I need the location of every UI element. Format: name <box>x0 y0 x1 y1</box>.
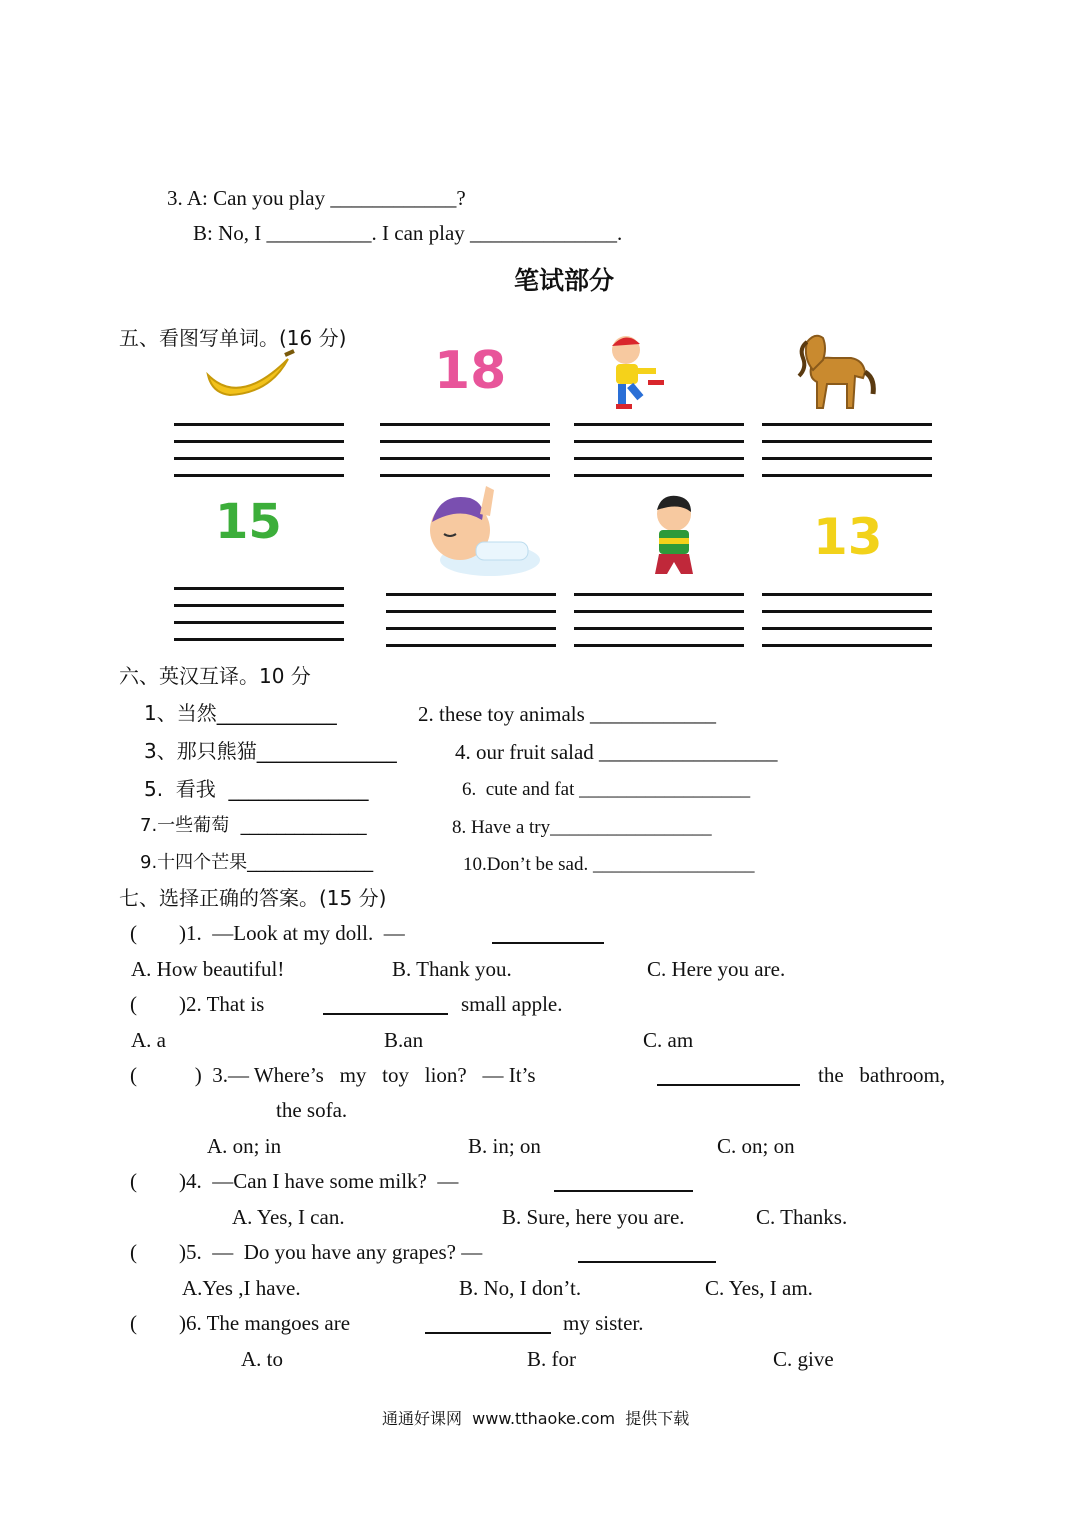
mc-question-4: ( )4. —Can I have some milk? — <box>130 1169 459 1193</box>
translate-item-3: 3、那只熊猫______________ <box>144 739 397 763</box>
translate-item-10: 10.Don’t be sad. _________________ <box>463 854 755 875</box>
mc-question-3: ( ) 3.— Where’s my toy lion? — It’s <box>130 1063 536 1087</box>
translate-item-6: 6. cute and fat __________________ <box>462 779 751 800</box>
mc-q1-option-a[interactable]: A. How beautiful! <box>131 957 285 981</box>
mc-q3-option-a[interactable]: A. on; in <box>207 1134 282 1158</box>
translate-item-7: 7.一些葡萄 ______________ <box>140 815 367 836</box>
mc-q5-option-a[interactable]: A.Yes ,I have. <box>182 1276 301 1300</box>
writing-lines-4[interactable] <box>762 423 932 475</box>
mc-blank-1[interactable] <box>492 942 604 944</box>
mc-question-3-tail: the bathroom, <box>818 1063 946 1087</box>
mc-blank-4[interactable] <box>554 1190 693 1192</box>
writing-lines-8[interactable] <box>762 593 932 645</box>
mc-blank-5[interactable] <box>578 1261 716 1263</box>
mc-q3-option-c[interactable]: C. on; on <box>717 1134 795 1158</box>
mc-q5-option-b[interactable]: B. No, I don’t. <box>459 1276 582 1300</box>
horse-icon <box>793 328 878 413</box>
mc-question-3-line2: the sofa. <box>276 1098 348 1122</box>
writing-lines-7[interactable] <box>574 593 744 645</box>
mc-q1-option-c[interactable]: C. Here you are. <box>647 957 786 981</box>
translate-item-9: 9.十四个芒果______________ <box>140 852 374 873</box>
number-18: 18 <box>434 341 507 401</box>
translate-item-2: 2. these toy animals ____________ <box>418 702 717 726</box>
translate-item-4: 4. our fruit salad _________________ <box>455 740 778 764</box>
mc-q4-option-a[interactable]: A. Yes, I can. <box>232 1205 345 1229</box>
mc-q4-option-c[interactable]: C. Thanks. <box>756 1205 848 1229</box>
q3-line-b: B: No, I __________. I can play ______________. <box>193 221 623 245</box>
writing-lines-1[interactable] <box>174 423 344 475</box>
mc-q2-option-a[interactable]: A. a <box>131 1028 166 1052</box>
page-footer: 通通好课网 www.tthaoke.com 提供下载 <box>382 1409 690 1428</box>
mc-question-2: ( )2. That is <box>130 992 265 1016</box>
sleeping-boy-icon <box>420 482 542 580</box>
mc-q5-option-c[interactable]: C. Yes, I am. <box>705 1276 813 1300</box>
mc-q3-option-b[interactable]: B. in; on <box>468 1134 541 1158</box>
number-15: 15 <box>215 494 282 550</box>
mc-question-5: ( )5. — Do you have any grapes? — <box>130 1240 483 1264</box>
writing-lines-2[interactable] <box>380 423 550 475</box>
mc-q4-option-b[interactable]: B. Sure, here you are. <box>502 1205 685 1229</box>
q3-line-a: 3. A: Can you play ____________? <box>167 186 466 210</box>
writing-lines-3[interactable] <box>574 423 744 475</box>
mc-q6-option-b[interactable]: B. for <box>527 1347 576 1371</box>
mc-q1-option-b[interactable]: B. Thank you. <box>392 957 512 981</box>
standing-boy-icon <box>645 492 703 578</box>
translate-item-8: 8. Have a try_________________ <box>452 817 712 838</box>
written-section-title: 笔试部分 <box>514 266 615 295</box>
mc-q6-option-c[interactable]: C. give <box>773 1347 834 1371</box>
writing-lines-5[interactable] <box>174 587 344 639</box>
mc-blank-3[interactable] <box>657 1084 800 1086</box>
section6-heading: 六、英汉互译。10 分 <box>119 664 311 688</box>
translate-item-1: 1、当然____________ <box>144 701 337 725</box>
skating-boy-icon <box>598 330 668 415</box>
section5-heading: 五、看图写单词。(16 分) <box>119 326 347 350</box>
section7-heading: 七、选择正确的答案。(15 分) <box>119 886 387 910</box>
banana-icon <box>200 345 300 405</box>
number-13: 13 <box>813 508 883 566</box>
writing-lines-6[interactable] <box>386 593 556 645</box>
mc-q2-option-c[interactable]: C. am <box>643 1028 694 1052</box>
mc-q2-option-b[interactable]: B.an <box>384 1028 424 1052</box>
mc-blank-2[interactable] <box>323 1013 448 1015</box>
mc-q6-option-a[interactable]: A. to <box>241 1347 283 1371</box>
translate-item-5: 5. 看我 ______________ <box>144 777 369 801</box>
mc-question-2-tail: small apple. <box>461 992 563 1016</box>
mc-question-6: ( )6. The mangoes are <box>130 1311 351 1335</box>
mc-blank-6[interactable] <box>425 1332 551 1334</box>
mc-question-1: ( )1. —Look at my doll. — <box>130 921 405 945</box>
mc-question-6-tail: my sister. <box>563 1311 644 1335</box>
